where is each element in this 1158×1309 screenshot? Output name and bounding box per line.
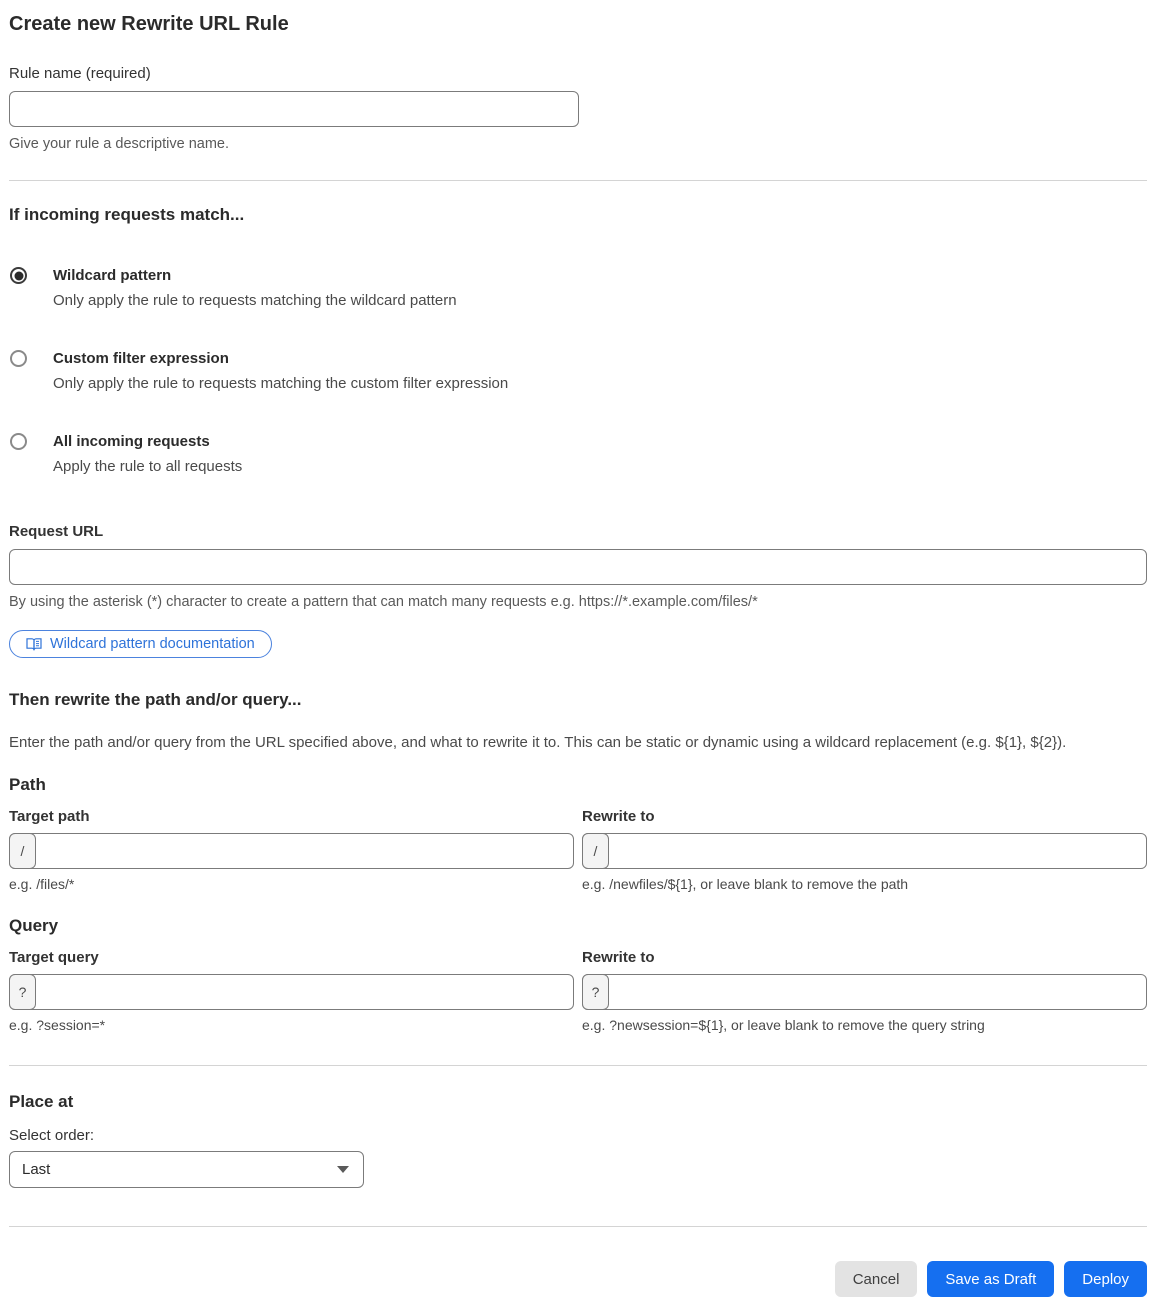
rewrite-section-description: Enter the path and/or query from the URL specified above, and what to rewrite it to. This can be static or dynamic using a wildcard replacement (e.g. ${1}, ${2}).: [9, 734, 1067, 751]
rule-name-label: Rule name (required): [9, 65, 151, 82]
radio-label: Custom filter expression: [53, 350, 229, 367]
rewrite-section-heading: Then rewrite the path and/or query...: [9, 690, 302, 709]
query-grid: [9, 948, 1147, 1035]
path-rewrite-to-input[interactable]: [582, 833, 1147, 869]
query-prefix-addon: ?: [9, 974, 36, 1010]
match-section-heading: If incoming requests match...: [9, 205, 245, 224]
target-query-input[interactable]: [9, 974, 574, 1010]
query-prefix-addon: ?: [582, 974, 609, 1010]
target-path-label: Target path: [9, 808, 90, 825]
path-rewrite-to-helper: e.g. /newfiles/${1}, or leave blank to remove the path: [582, 876, 909, 892]
radio-option-wildcard-pattern[interactable]: [9, 265, 1147, 311]
radio-description: Only apply the rule to requests matching the custom filter expression: [53, 375, 509, 392]
radio-label: Wildcard pattern: [53, 267, 172, 284]
query-rewrite-to-input[interactable]: [582, 974, 1147, 1010]
target-query-label: Target query: [9, 949, 99, 966]
deploy-button[interactable]: Deploy: [1064, 1261, 1147, 1297]
rule-name-helper: Give your rule a descriptive name.: [9, 136, 230, 152]
page-title: Create new Rewrite URL Rule: [9, 13, 289, 35]
query-rewrite-to-label: Rewrite to: [582, 949, 655, 966]
path-grid: [9, 807, 1147, 894]
radio-description: Apply the rule to all requests: [53, 458, 243, 475]
divider: [9, 180, 1147, 181]
wildcard-docs-button[interactable]: [9, 630, 272, 658]
divider: [9, 1226, 1147, 1227]
footer-actions: [9, 1261, 1147, 1297]
match-radio-group: [9, 265, 1147, 477]
radio-description: Only apply the rule to requests matching the wildcard pattern: [53, 292, 457, 309]
radio-button-icon[interactable]: [10, 433, 27, 450]
order-select-value: Last: [22, 1161, 51, 1178]
order-select[interactable]: [9, 1151, 364, 1188]
divider: [9, 1065, 1147, 1066]
request-url-label: Request URL: [9, 523, 104, 540]
target-path-helper: e.g. /files/*: [9, 876, 75, 892]
request-url-helper: By using the asterisk (*) character to create a pattern that can match many requests e.g. https://*.example.com/files/*: [9, 594, 758, 610]
target-query-helper: e.g. ?session=*: [9, 1017, 106, 1033]
place-at-heading: Place at: [9, 1092, 74, 1111]
target-path-input[interactable]: [9, 833, 574, 869]
request-url-input[interactable]: [9, 549, 1147, 585]
select-order-label: Select order:: [9, 1127, 95, 1144]
chevron-down-icon: [337, 1166, 349, 1173]
radio-option-custom-filter[interactable]: [9, 348, 1147, 394]
radio-option-all-requests[interactable]: [9, 431, 1147, 477]
path-rewrite-to-label: Rewrite to: [582, 808, 655, 825]
cancel-button[interactable]: Cancel: [835, 1261, 918, 1297]
radio-label: All incoming requests: [53, 433, 210, 450]
query-heading: Query: [9, 916, 59, 935]
query-rewrite-to-helper: e.g. ?newsession=${1}, or leave blank to remove the query string: [582, 1017, 985, 1033]
wildcard-docs-button-label: Wildcard pattern documentation: [50, 636, 255, 652]
path-prefix-addon: /: [582, 833, 609, 869]
rule-name-input[interactable]: [9, 91, 579, 127]
book-icon: [26, 637, 42, 652]
save-as-draft-button[interactable]: Save as Draft: [927, 1261, 1054, 1297]
path-heading: Path: [9, 775, 46, 794]
radio-button-icon[interactable]: [10, 350, 27, 367]
path-prefix-addon: /: [9, 833, 36, 869]
radio-button-icon[interactable]: [10, 267, 27, 284]
